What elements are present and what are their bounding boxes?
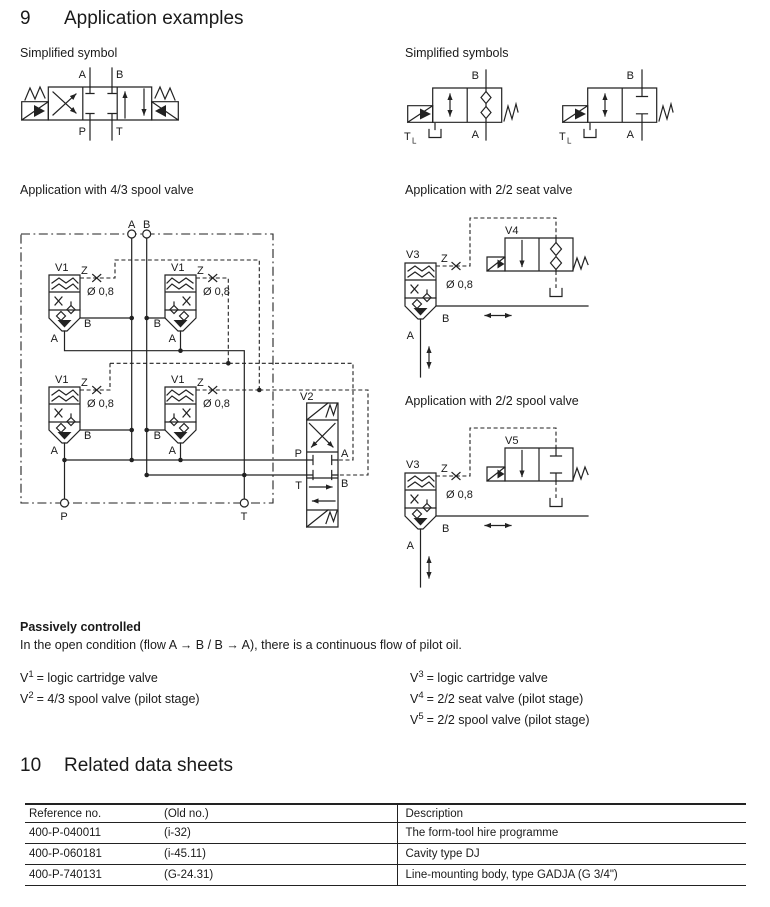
pilot-label-z: Z bbox=[441, 463, 448, 475]
valve-label-v5: V5 bbox=[505, 435, 519, 447]
valve-label-v1: V1 bbox=[55, 262, 69, 274]
port-label-b: B bbox=[442, 313, 450, 325]
port-label-p: P bbox=[78, 126, 86, 138]
legend-item-v1: $V^1$ = logic cartridge valve bbox=[20, 669, 158, 686]
v2-port-label-a: A bbox=[341, 448, 349, 460]
col-header-description: Description bbox=[397, 804, 746, 823]
port-label-b: B bbox=[471, 70, 479, 82]
port-label-b: B bbox=[626, 70, 634, 82]
table-row bbox=[25, 844, 746, 865]
passively-controlled-text: In the open condition (flow A → B / B → A), there is a continuous flow of pilot oil. bbox=[20, 638, 462, 652]
pilot-line bbox=[436, 218, 556, 266]
related-data-sheets-table bbox=[25, 803, 746, 886]
section-10-title: Related data sheets bbox=[64, 755, 234, 776]
valve-body bbox=[48, 68, 151, 140]
seat-valve-symbol bbox=[404, 70, 518, 146]
legend-item-v2: $V^2 = 4/3$ spool valve (pilot stage) bbox=[20, 690, 200, 707]
orifice-label: Ø 0,8 bbox=[203, 286, 230, 298]
valve-label-v1: V1 bbox=[171, 262, 185, 274]
cell-reference-no: 400-P-040011 bbox=[25, 823, 160, 844]
port-label-b: B bbox=[143, 219, 151, 231]
port-label-b: B bbox=[442, 523, 450, 535]
valve-v3-cartridge bbox=[405, 473, 436, 529]
port-label-t: T bbox=[559, 131, 566, 143]
valve-v1-top-right bbox=[165, 275, 196, 331]
orifice-label: Ø 0,8 bbox=[446, 279, 473, 291]
legend-item-v5: $V^5 = 2/2$ spool valve (pilot stage) bbox=[410, 711, 590, 728]
simplified-2-2-valves-diagram bbox=[395, 58, 715, 153]
port-label-a: A bbox=[50, 445, 58, 457]
v2-port-label-p: P bbox=[294, 448, 302, 460]
port-label-a: A bbox=[471, 129, 479, 141]
orifice-label: Ø 0,8 bbox=[87, 286, 114, 298]
valve-v4-pilot bbox=[487, 238, 588, 297]
section-10-number: 10 bbox=[20, 755, 42, 776]
legend-left bbox=[20, 666, 200, 708]
orifice-label: Ø 0,8 bbox=[446, 489, 473, 501]
cell-old-no: (i-45.11) bbox=[160, 844, 397, 865]
cell-description: The form-tool hire programme bbox=[397, 823, 746, 844]
port-b bbox=[143, 230, 151, 238]
legend-right bbox=[410, 666, 590, 729]
valve-v5-pilot bbox=[487, 448, 588, 507]
pilot-label-z: Z bbox=[197, 265, 204, 277]
col-header-reference-no: Reference no. bbox=[25, 804, 160, 823]
legend-item-v4: $V^4 = 2/2$ seat valve (pilot stage) bbox=[410, 690, 584, 707]
port-label-t: T bbox=[240, 511, 248, 523]
tank-icon bbox=[550, 499, 562, 507]
valve-v1-bottom-left bbox=[49, 387, 80, 443]
app-43-spool-label: Application with 4/3 spool valve bbox=[20, 183, 194, 197]
pilot-label-z: Z bbox=[197, 377, 204, 389]
cell-description: Cavity type DJ bbox=[397, 844, 746, 865]
valve-label-v2: V2 bbox=[300, 391, 314, 403]
cell-old-no: (G-24.31) bbox=[160, 865, 397, 886]
port-p bbox=[61, 499, 69, 507]
tank-icon bbox=[429, 124, 441, 138]
port-label-a: A bbox=[406, 540, 414, 552]
spool-valve-symbol bbox=[559, 70, 673, 146]
port-label-a: A bbox=[168, 445, 176, 457]
legend-item-v3: $V^3$ = logic cartridge valve bbox=[410, 669, 548, 686]
junction-dots bbox=[62, 316, 246, 478]
solenoid-right-icon bbox=[152, 87, 179, 120]
valve-v2-pilot bbox=[307, 403, 338, 527]
port-label-a: A bbox=[626, 129, 634, 141]
application-2-2-seat-diagram bbox=[395, 210, 610, 390]
simplified-symbol-label: Simplified symbol bbox=[20, 46, 118, 60]
section-9-title: Application examples bbox=[64, 8, 244, 29]
port-label-b: B bbox=[153, 318, 161, 330]
cell-reference-no: 400-P-060181 bbox=[25, 844, 160, 865]
simplified-symbols-label: Simplified symbols bbox=[405, 46, 509, 60]
port-label-t: T bbox=[404, 131, 411, 143]
cell-reference-no: 400-P-740131 bbox=[25, 865, 160, 886]
port-label-a: A bbox=[406, 330, 414, 342]
table-row bbox=[25, 823, 746, 844]
passively-controlled-heading: Passively controlled bbox=[20, 620, 141, 634]
pilot-label-z: Z bbox=[441, 253, 448, 265]
port-label-b: B bbox=[84, 318, 92, 330]
valve-label-v3: V3 bbox=[406, 459, 420, 471]
app-22-seat-label: Application with 2/2 seat valve bbox=[405, 183, 573, 197]
valve-label-v1: V1 bbox=[55, 374, 69, 386]
orifice-label: Ø 0,8 bbox=[87, 398, 114, 410]
col-header-old-no: (Old no.) bbox=[160, 804, 397, 823]
valve-v3-cartridge bbox=[405, 263, 436, 319]
port-label-a: A bbox=[128, 219, 136, 231]
tank-icon bbox=[550, 289, 562, 297]
cell-description: Line-mounting body, type GADJA (G 3/4") bbox=[397, 865, 746, 886]
table-row bbox=[25, 865, 746, 886]
application-4-3-spool-diagram bbox=[10, 205, 395, 550]
simplified-4-3-valve-diagram bbox=[15, 58, 195, 150]
table-header-row bbox=[25, 804, 746, 823]
valve-label-v1: V1 bbox=[171, 374, 185, 386]
section-9-number: 9 bbox=[20, 8, 31, 29]
v2-port-label-b: B bbox=[341, 478, 349, 490]
port-label-t: T bbox=[116, 126, 123, 138]
valve-v1-top-left bbox=[49, 275, 80, 331]
port-label-b: B bbox=[84, 430, 92, 442]
valve-label-v4: V4 bbox=[505, 225, 519, 237]
application-2-2-spool-diagram bbox=[395, 420, 610, 600]
solenoid-left-icon bbox=[22, 87, 49, 120]
port-label-b: B bbox=[116, 69, 124, 81]
port-a bbox=[128, 230, 136, 238]
port-label-a: A bbox=[168, 333, 176, 345]
port-label-l-sub: L bbox=[412, 136, 417, 146]
port-label-p: P bbox=[60, 511, 68, 523]
pilot-line bbox=[436, 428, 556, 476]
port-label-l-sub: L bbox=[567, 136, 572, 146]
pilot-label-z: Z bbox=[81, 377, 88, 389]
cell-old-no: (i-32) bbox=[160, 823, 397, 844]
valve-v1-bottom-right bbox=[165, 387, 196, 443]
orifice-label: Ø 0,8 bbox=[203, 398, 230, 410]
pilot-label-z: Z bbox=[81, 265, 88, 277]
port-label-b: B bbox=[153, 430, 161, 442]
app-22-spool-label: Application with 2/2 spool valve bbox=[405, 394, 579, 408]
valve-label-v3: V3 bbox=[406, 249, 420, 261]
v2-port-label-t: T bbox=[295, 480, 302, 492]
port-label-a: A bbox=[50, 333, 58, 345]
port-t bbox=[240, 499, 248, 507]
port-label-a: A bbox=[78, 69, 86, 81]
tank-icon bbox=[584, 124, 596, 138]
